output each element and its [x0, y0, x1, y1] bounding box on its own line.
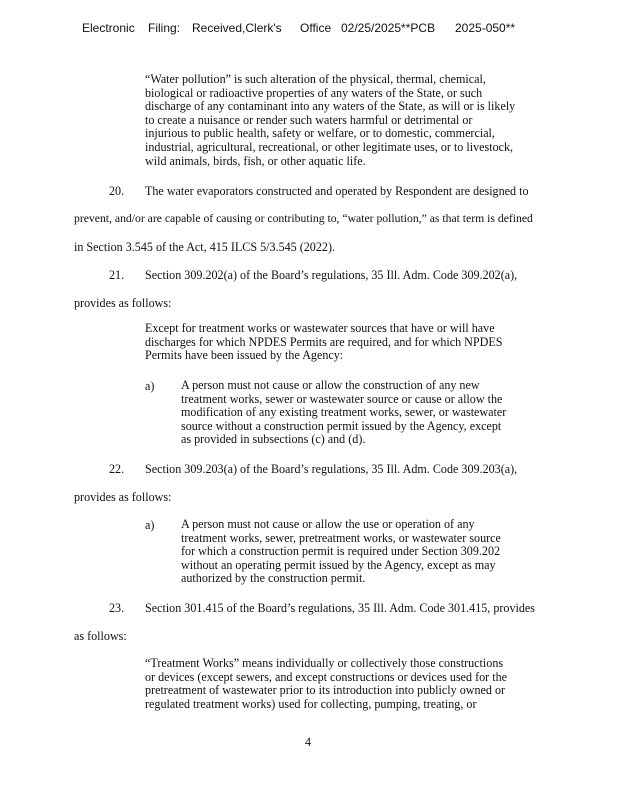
quote-line: injurious to public health, safety or welfare, or to domestic, commercial,	[145, 126, 495, 141]
paragraph-number: 23.	[109, 601, 125, 615]
block-quote-treatment-works	[145, 657, 565, 711]
quote-line: authorized by the construction permit.	[181, 571, 366, 586]
paragraph-line: provides as follows:	[74, 296, 172, 310]
quote-line: or devices (except sewers, and except constructions or devices used for the	[145, 669, 508, 684]
quote-line: to create a nuisance or render such waters harmful or detrimental or	[145, 112, 473, 127]
quote-line: discharges for which NPDES Permits are required, and for which NPDES	[145, 334, 503, 349]
quote-line: source without a construction permit issued by the Agency, except	[181, 418, 502, 433]
quote-line: A person must not cause or allow the construction of any new	[181, 378, 480, 392]
quote-line: for which a construction permit is required under Section 309.202	[181, 544, 501, 559]
paragraph-line: Section 309.203(a) of the Board’s regulations, 35 Ill. Adm. Code 309.203(a),	[145, 462, 518, 476]
quote-line: regulated treatment works) used for collecting, pumping, treating, or	[145, 696, 477, 711]
header-filing: Filing:	[148, 21, 181, 35]
block-quote-309-202	[145, 322, 565, 363]
paragraph-line: prevent, and/or are capable of causing or contributing to, “water pollution,” as that term is defined	[74, 212, 533, 225]
block-quote-water-pollution	[145, 73, 565, 168]
quote-line: Permits have been issued by the Agency:	[145, 348, 344, 363]
quote-line: modification of any existing treatment works, sewer, or wastewater	[181, 405, 507, 420]
quote-line: Except for treatment works or wastewater sources that have or will have	[145, 321, 495, 335]
quote-line: wild animals, birds, fish, or other aquatic life.	[145, 153, 366, 168]
header-date: 02/25/2025**PCB	[341, 21, 436, 35]
header-office: Office	[300, 21, 332, 35]
quote-line: as provided in subsections (c) and (d).	[181, 432, 366, 447]
header-number: 2025-050**	[455, 21, 516, 35]
quote-line: “Water pollution” is such alteration of the physical, thermal, chemical,	[145, 72, 486, 86]
paragraph-line: in Section 3.545 of the Act, 415 ILCS 5/3.545 (2022).	[74, 240, 336, 254]
header-electronic: Electronic	[82, 21, 135, 35]
quote-line: industrial, agricultural, recreational, or other legitimate uses, or to livestock,	[145, 139, 514, 154]
quote-line: “Treatment Works” means individually or collectively those constructions	[145, 656, 504, 670]
paragraph-line: provides as follows:	[74, 490, 172, 504]
paragraph-number: 20.	[109, 184, 125, 198]
paragraph-number: 21.	[109, 268, 125, 282]
quote-line: biological or radioactive properties of any waters of the State, or such	[145, 85, 483, 100]
paragraph-line: The water evaporators constructed and operated by Respondent are designed to	[145, 184, 529, 198]
subsection-label: a)	[145, 518, 155, 532]
header-received: Received,Clerk's	[192, 21, 282, 35]
paragraph-number: 22.	[109, 462, 125, 476]
quote-line: A person must not cause or allow the use or operation of any	[181, 517, 475, 531]
paragraph-line: Section 309.202(a) of the Board’s regulations, 35 Ill. Adm. Code 309.202(a),	[145, 268, 518, 282]
subsection-label: a)	[145, 379, 155, 393]
subsection-text	[181, 518, 601, 586]
subsection-text	[181, 379, 601, 447]
quote-line: without an operating permit issued by the Agency, except as may	[181, 557, 496, 572]
quote-line: pretreatment of wastewater prior to its introduction into publicly owned or	[145, 683, 506, 698]
quote-line: discharge of any contaminant into any waters of the State, as will or is likely	[145, 99, 516, 114]
paragraph-line: as follows:	[74, 629, 127, 643]
quote-line: treatment works, sewer or wastewater source or cause or allow the	[181, 391, 503, 406]
quote-line: treatment works, sewer, pretreatment works, or wastewater source	[181, 530, 501, 545]
paragraph-line: Section 301.415 of the Board’s regulations, 35 Ill. Adm. Code 301.415, provides	[145, 601, 535, 615]
page-number: 4	[305, 735, 312, 749]
